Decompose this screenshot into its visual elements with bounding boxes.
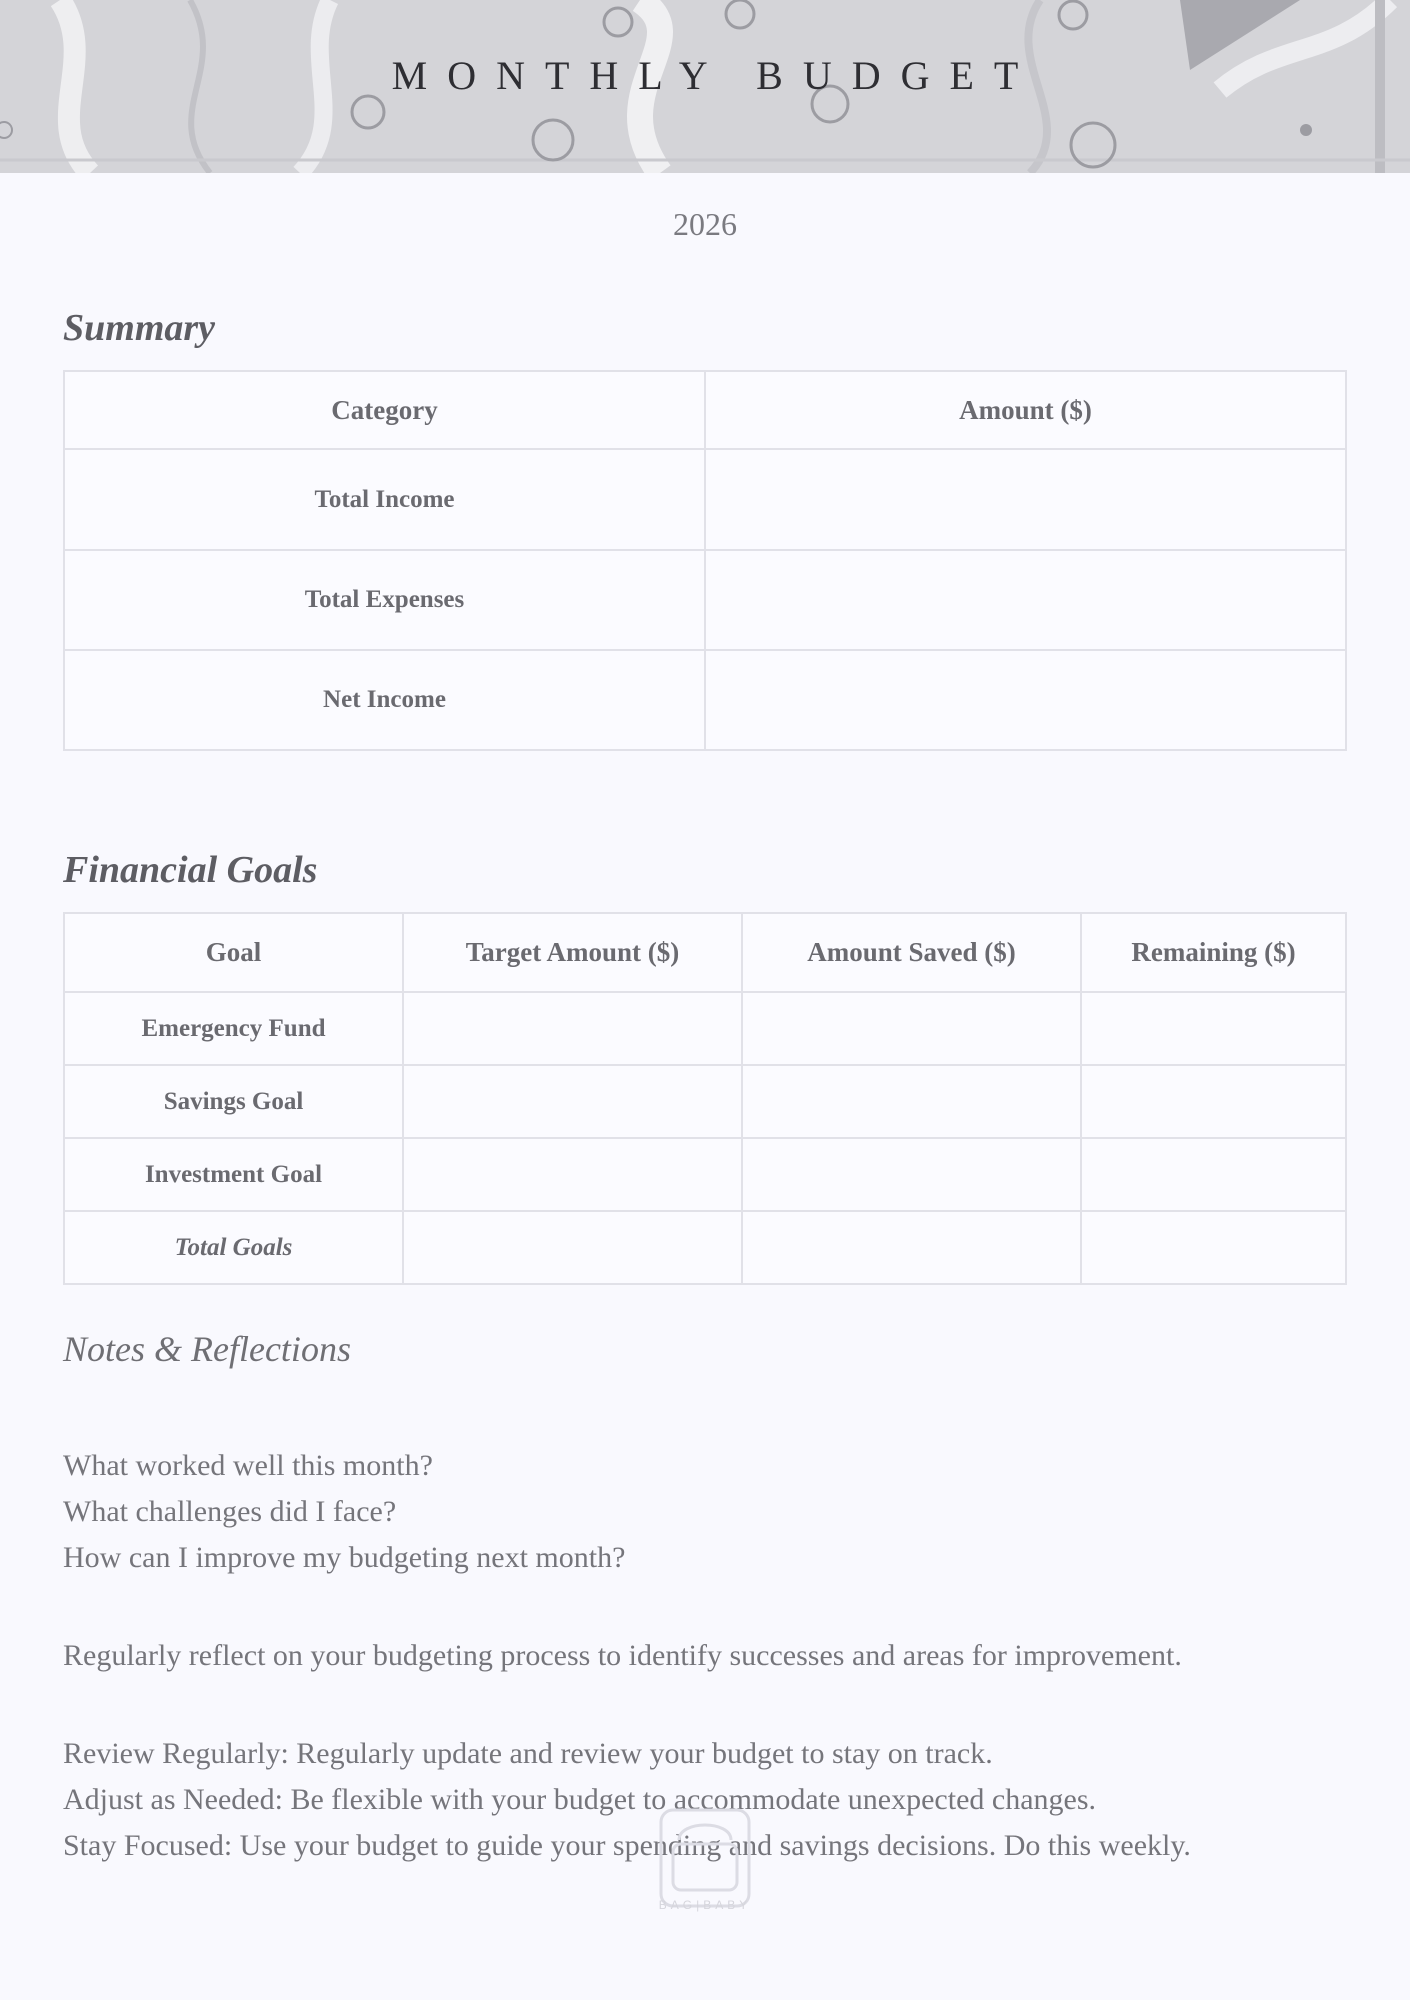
year-label: 2026 xyxy=(673,206,737,242)
row-label: Investment Goal xyxy=(64,1138,403,1211)
table-row xyxy=(64,1211,1346,1284)
row-label: Total Expenses xyxy=(64,550,705,650)
column-header: Amount ($) xyxy=(705,371,1346,449)
row-label: Emergency Fund xyxy=(64,992,403,1065)
target-cell[interactable] xyxy=(403,1138,742,1211)
remaining-cell[interactable] xyxy=(1081,1211,1346,1284)
goals-heading: Financial Goals xyxy=(63,849,318,891)
remaining-cell[interactable] xyxy=(1081,992,1346,1065)
table-row xyxy=(64,992,1346,1065)
summary-table xyxy=(63,370,1347,751)
target-cell[interactable] xyxy=(403,992,742,1065)
goals-table xyxy=(63,912,1347,1285)
column-header: Target Amount ($) xyxy=(403,913,742,992)
question-text: What challenges did I face? xyxy=(63,1495,397,1528)
question-text: How can I improve my budgeting next month? xyxy=(63,1541,626,1574)
row-label: Total Goals xyxy=(64,1211,403,1284)
target-cell[interactable] xyxy=(403,1211,742,1284)
row-label: Savings Goal xyxy=(64,1065,403,1138)
remaining-cell[interactable] xyxy=(1081,1138,1346,1211)
saved-cell[interactable] xyxy=(742,1065,1081,1138)
watermark-text: BAG|BABY xyxy=(658,1898,752,1912)
table-row xyxy=(64,650,1346,750)
table-row xyxy=(64,1065,1346,1138)
table-row xyxy=(64,1138,1346,1211)
amount-cell[interactable] xyxy=(705,650,1346,750)
row-label: Net Income xyxy=(64,650,705,750)
notes-heading: Notes & Reflections xyxy=(63,1329,351,1369)
amount-cell[interactable] xyxy=(705,449,1346,550)
table-header-row xyxy=(64,913,1346,992)
column-header: Amount Saved ($) xyxy=(742,913,1081,992)
reflection-text: Regularly reflect on your budgeting process to identify successes and areas for improvement. xyxy=(63,1639,1182,1672)
question-text: What worked well this month? xyxy=(63,1449,433,1482)
table-row xyxy=(64,550,1346,650)
tip-text: Review Regularly: Regularly update and review your budget to stay on track. xyxy=(63,1737,993,1770)
column-header: Category xyxy=(64,371,705,449)
page-title: MONTHLY BUDGET xyxy=(391,53,1039,98)
tip-text: Adjust as Needed: Be flexible with your budget to accommodate unexpected changes. xyxy=(63,1783,1097,1816)
header-banner xyxy=(0,0,1410,173)
saved-cell[interactable] xyxy=(742,992,1081,1065)
amount-cell[interactable] xyxy=(705,550,1346,650)
row-label: Total Income xyxy=(64,449,705,550)
column-header: Goal xyxy=(64,913,403,992)
tip-text: Stay Focused: Use your budget to guide your spending and savings decisions. Do this weekly. xyxy=(63,1829,1191,1862)
remaining-cell[interactable] xyxy=(1081,1065,1346,1138)
table-header-row xyxy=(64,371,1346,449)
column-header: Remaining ($) xyxy=(1081,913,1346,992)
saved-cell[interactable] xyxy=(742,1211,1081,1284)
summary-heading: Summary xyxy=(63,307,216,349)
saved-cell[interactable] xyxy=(742,1138,1081,1211)
target-cell[interactable] xyxy=(403,1065,742,1138)
table-row xyxy=(64,449,1346,550)
